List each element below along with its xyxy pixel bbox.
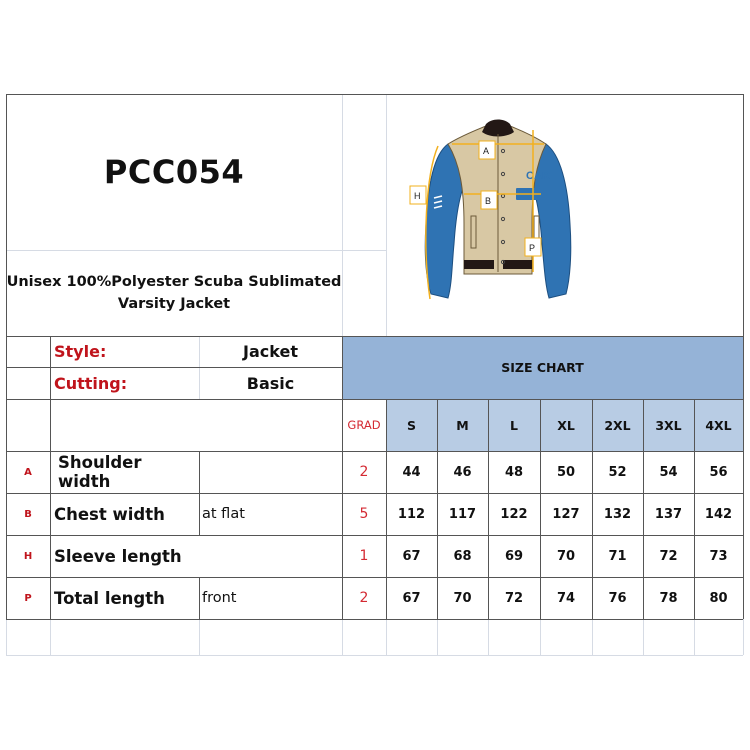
- size-header-4xl: 4XL: [705, 417, 732, 433]
- size-value: 132: [603, 506, 632, 522]
- size-value: 127: [552, 506, 580, 522]
- grid-line: [6, 367, 342, 368]
- cutting-label: Cutting:: [54, 373, 128, 393]
- grad-value: 5: [359, 506, 369, 522]
- size-value: 44: [402, 464, 421, 480]
- measurement-name: Total length: [54, 588, 165, 608]
- row-code: B: [24, 508, 32, 520]
- size-header-2xl: 2XL: [604, 417, 631, 433]
- faint-divider: [488, 619, 489, 655]
- size-value: 46: [453, 464, 472, 480]
- svg-text:CAR: CAR: [526, 170, 550, 182]
- measurement-name: Shoulder width: [58, 453, 142, 491]
- faint-divider: [643, 619, 644, 655]
- size-value: 142: [704, 506, 733, 522]
- svg-text:A: A: [483, 146, 490, 156]
- grad-value: 2: [359, 464, 369, 480]
- grid-line: [6, 577, 743, 578]
- grid-line: [386, 399, 387, 619]
- svg-text:B: B: [485, 196, 492, 206]
- size-value: 80: [709, 590, 728, 606]
- size-value: 52: [608, 464, 627, 480]
- grid-line: [6, 619, 743, 620]
- size-chart-title: SIZE CHART: [501, 360, 584, 375]
- measurement-note: front: [202, 590, 237, 606]
- style-value: Jacket: [243, 342, 298, 361]
- faint-divider: [592, 619, 593, 655]
- size-value: 56: [709, 464, 728, 480]
- grid-line: [6, 493, 743, 494]
- measurement-note: [199, 451, 342, 493]
- grad-header: GRAD: [347, 418, 381, 432]
- size-value: 69: [504, 548, 524, 564]
- size-header-xl: XL: [557, 417, 575, 433]
- svg-text:H: H: [414, 191, 421, 201]
- grid-line: [199, 577, 200, 619]
- grid-line: [694, 399, 695, 619]
- faint-divider: [342, 94, 343, 336]
- grid-line: [6, 535, 743, 536]
- description-line-1: Unisex 100%Polyester Scuba Sublimated: [6, 274, 342, 290]
- size-value: 74: [556, 590, 576, 606]
- grid-line: [199, 451, 200, 535]
- size-value: 78: [659, 590, 678, 606]
- size-header-m: M: [456, 417, 469, 433]
- size-value: 71: [608, 548, 627, 564]
- measurement-name: Sleeve length: [54, 546, 182, 566]
- jacket-image: [386, 94, 743, 336]
- size-value: 68: [453, 548, 472, 564]
- size-value: 112: [397, 506, 426, 522]
- size-value: 76: [608, 590, 627, 606]
- size-value: 117: [448, 506, 477, 522]
- size-value: 122: [500, 506, 528, 522]
- faint-divider: [540, 619, 541, 655]
- grid-line: [50, 336, 51, 619]
- grad-value: 1: [359, 548, 369, 564]
- row-code: A: [24, 466, 32, 478]
- cutting-value: Basic: [246, 373, 295, 393]
- faint-divider: [199, 619, 200, 655]
- grid-line: [743, 94, 744, 619]
- size-value: 48: [504, 464, 524, 480]
- faint-divider: [50, 619, 51, 655]
- size-value: 72: [659, 548, 678, 564]
- grid-line: [6, 336, 743, 337]
- style-label: Style:: [54, 342, 107, 361]
- size-header-l: L: [510, 417, 518, 433]
- measurement-note: at flat: [202, 506, 245, 522]
- size-header-s: S: [406, 417, 416, 433]
- grad-value: 2: [359, 590, 369, 606]
- row-code: P: [24, 592, 32, 604]
- svg-text:P: P: [529, 243, 536, 253]
- size-value: 54: [659, 464, 678, 480]
- size-value: 67: [402, 548, 421, 564]
- size-value: 67: [402, 590, 421, 606]
- faint-divider: [386, 619, 387, 655]
- jacket-sketch-icon: [386, 94, 743, 336]
- size-header-3xl: 3XL: [655, 417, 682, 433]
- product-code: PCC054: [103, 153, 245, 191]
- grid-line: [6, 94, 743, 95]
- product-description: [6, 250, 342, 336]
- size-value: 70: [453, 590, 472, 606]
- faint-divider: [743, 619, 744, 655]
- grid-line: [488, 399, 489, 619]
- size-value: 72: [504, 590, 524, 606]
- grid-line: [540, 399, 541, 619]
- size-value: 137: [654, 506, 683, 522]
- grid-line: [592, 399, 593, 619]
- faint-divider: [694, 619, 695, 655]
- size-value: 73: [709, 548, 728, 564]
- faint-divider: [6, 619, 7, 655]
- faint-divider: [342, 619, 343, 655]
- measurement-name: Chest width: [54, 504, 165, 524]
- faint-divider: [6, 655, 743, 656]
- row-code: H: [23, 550, 33, 562]
- description-line-2: Varsity Jacket: [117, 296, 231, 312]
- grid-line: [6, 94, 7, 619]
- grid-line: [6, 451, 743, 452]
- size-value: 70: [556, 548, 576, 564]
- faint-divider: [437, 619, 438, 655]
- size-value: 50: [556, 464, 576, 480]
- grid-line: [437, 399, 438, 619]
- grid-line: [643, 399, 644, 619]
- grid-line: [342, 336, 343, 619]
- grid-line: [6, 399, 743, 400]
